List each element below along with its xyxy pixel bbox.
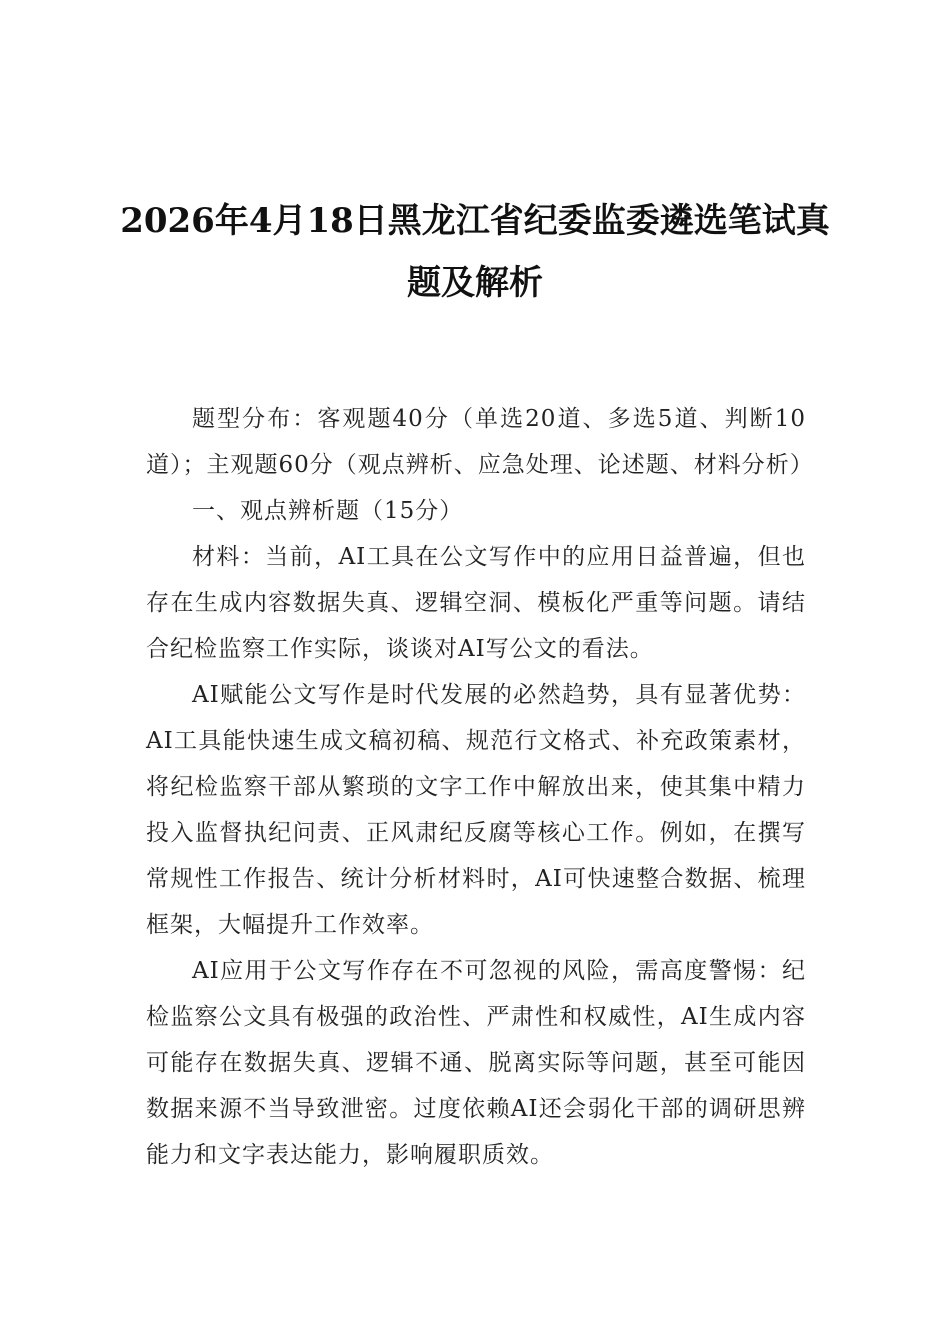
question-type-distribution: 题型分布：客观题40分（单选20道、多选5道、判断10道）；主观题60分（观点辨析、应急处理、论述题、材料分析） [146, 406, 814, 478]
risk-paragraph: AI应用于公文写作存在不可忽视的风险，需高度警惕：纪检监察公文具有极强的政治性、严肃性和权威性，AI生成内容可能存在数据失真、逻辑不通、脱离实际等问题，甚至可能因数据来源不当导致泄密。过度依赖AI还会弱化干部的调研思辨能力和文字表达能力，影响履职质效。 [146, 958, 806, 1168]
document-body [146, 396, 814, 1178]
document-title: 2026年4月18日黑龙江省纪委监委遴选笔试真题及解析 [120, 201, 830, 303]
advantage-paragraph: AI赋能公文写作是时代发展的必然趋势，具有显著优势：AI工具能快速生成文稿初稿、规范行文格式、补充政策素材，将纪检监察干部从繁琐的文字工作中解放出来，使其集中精力投入监督执纪问责、正风肃纪反腐等核心工作。例如，在撰写常规性工作报告、统计分析材料时，AI可快速整合数据、梳理框架，大幅提升工作效率。 [146, 682, 806, 938]
material-paragraph: 材料：当前，AI工具在公文写作中的应用日益普遍，但也存在生成内容数据失真、逻辑空洞、模板化严重等问题。请结合纪检监察工作实际，谈谈对AI写公文的看法。 [146, 544, 806, 662]
section-heading: 一、观点辨析题（15分） [192, 498, 464, 524]
